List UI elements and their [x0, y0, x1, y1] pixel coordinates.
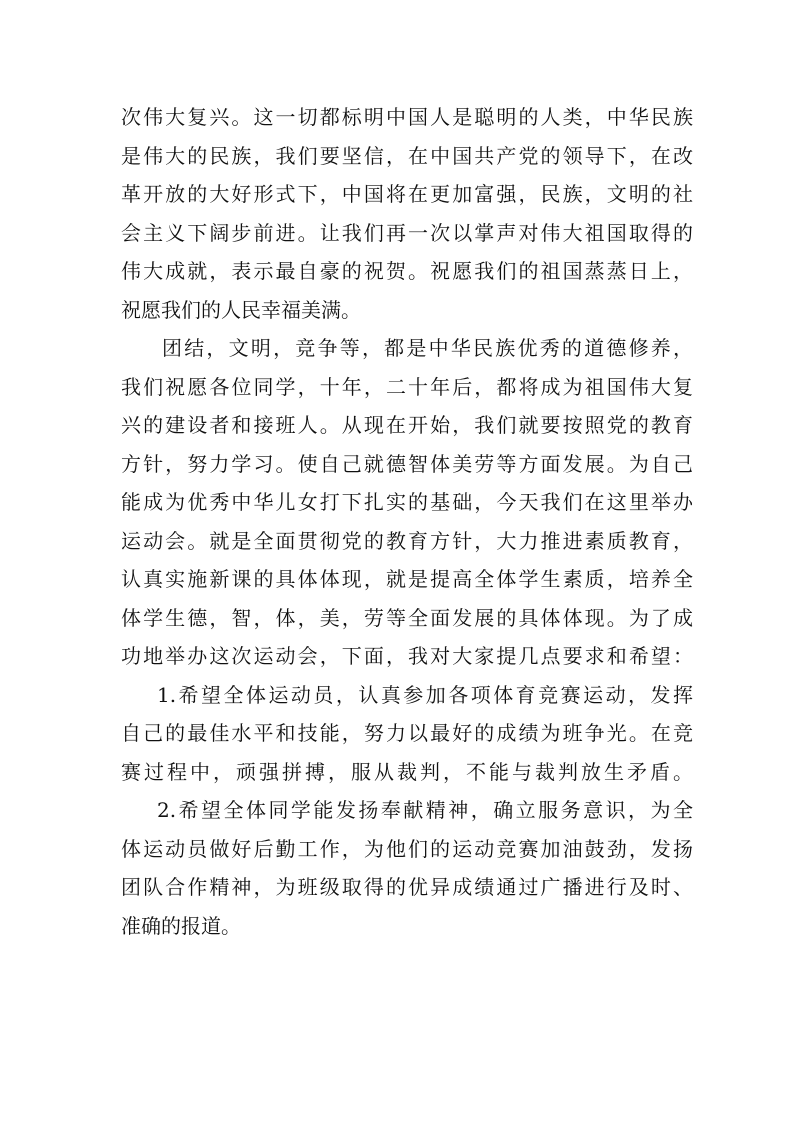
paragraph-line: 次伟大复兴。这一切都标明中国人是聪明的人类，中华民族: [121, 105, 693, 129]
paragraph-line: 功地举办这次运动会，下面，我对大家提几点要求和希望：: [121, 644, 693, 668]
paragraph-line: 1.希望全体运动员，认真参加各项体育竞赛运动，发挥: [157, 682, 693, 707]
paragraph: [121, 329, 693, 676]
paragraph-line: 赛过程中，顽强拼搏，服从裁判，不能与裁判放生矛盾。: [121, 759, 693, 784]
document-body: [121, 98, 693, 945]
paragraph-line: 运动会。就是全面贯彻党的教育方针，大力推进素质教育，: [121, 528, 693, 553]
paragraph-line: 兴的建设者和接班人。从现在开始，我们就要按照党的教育: [121, 413, 693, 437]
paragraph-line: 团队合作精神，为班级取得的优异成绩通过广播进行及时、: [121, 875, 693, 899]
paragraph-line: 自己的最佳水平和技能，努力以最好的成绩为班争光。在竞: [121, 721, 693, 745]
paragraph-line: 伟大成就，表示最自豪的祝贺。祝愿我们的祖国蒸蒸日上，: [121, 259, 693, 283]
paragraph-line: 我们祝愿各位同学，十年，二十年后，都将成为祖国伟大复: [121, 374, 693, 399]
paragraph: [121, 791, 693, 945]
paragraph-line: 2.希望全体同学能发扬奉献精神，确立服务意识，为全: [157, 798, 693, 822]
paragraph-line: 认真实施新课的具体体现，就是提高全体学生素质，培养全: [121, 567, 693, 591]
paragraph-line: 准确的报道。: [121, 913, 241, 938]
paragraph-line: 会主义下阔步前进。让我们再一次以掌声对伟大祖国取得的: [121, 220, 693, 245]
paragraph-line: 祝愿我们的人民幸福美满。: [121, 297, 361, 322]
paragraph-line: 团结，文明，竞争等，都是中华民族优秀的道德修养，: [162, 336, 693, 360]
paragraph-line: 体运动员做好后勤工作，为他们的运动竞赛加油鼓劲，发扬: [121, 836, 693, 861]
paragraph-line: 体学生德，智，体，美，劳等全面发展的具体体现。为了成: [121, 605, 693, 630]
paragraph-line: 能成为优秀中华儿女打下扎实的基础，今天我们在这里举办: [121, 490, 693, 514]
paragraph-line: 是伟大的民族，我们要坚信，在中国共产党的领导下，在改: [121, 143, 693, 168]
paragraph: [121, 98, 693, 329]
paragraph-line: 方针，努力学习。使自己就德智体美劳等方面发展。为自己: [121, 451, 693, 476]
paragraph: [121, 676, 693, 792]
paragraph-line: 革开放的大好形式下，中国将在更加富强，民族，文明的社: [121, 182, 693, 206]
